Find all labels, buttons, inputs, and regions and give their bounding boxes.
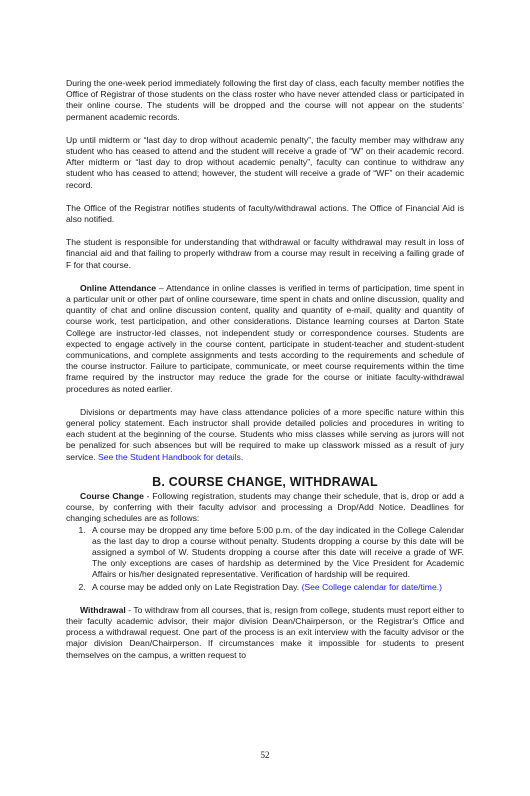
- list-item: 2. A course may be added only on Late Registration Day. (See College calendar for date/time.): [88, 582, 464, 593]
- deadline-list: [66, 525, 464, 593]
- paragraph-withdrawal: [66, 605, 464, 661]
- paragraph-divisions: Divisions or departments may have class attendance policies of a more specific nature within this general policy statement. Each instructor shall provide detailed policies and procedures in writing to each student at the beginning of the course. Students who miss classes while serving as jurors will not be penalized for such absences but will be required to make up classwork missed as a result of jury service. See the Student Handbook for details.: [66, 406, 464, 462]
- withdrawal-heading: Withdrawal: [80, 604, 126, 615]
- document-page: [66, 78, 464, 673]
- course-change-heading: Course Change: [80, 490, 144, 501]
- paragraph-course-change: [66, 491, 464, 525]
- paragraph-student-responsibility: The student is responsible for understanding that withdrawal or faculty withdrawal may result in loss of financial aid and that failing to properly withdraw from a course may result in receiving a failing grade of F for that course.: [66, 237, 464, 270]
- online-attendance-text: – Attendance in online classes is verified in terms of participation, time spent in a particular unit or other part of online courseware, time spent in chats and online discussion, quality and quantity of chat and online discussion content, quality and quantity of e-mail, quality and quantity of course work, test participation, and other considerations. Distance learning courses at Darton State College are instructor-led classes, not independent study or correspondence courses. Students are expected to engage actively in the course content, participate in student-teacher and student-student communications, and complete assignments and tests according to the requirements and schedule of the course instructor. Failure to participate, communicate, or meet course requirements within the time frame required by the instructor may reduce the grade for the course or initiate faculty-withdrawal procedures as noted earlier.: [66, 282, 464, 394]
- college-calendar-link[interactable]: (See College calendar for date/time.): [301, 581, 442, 592]
- paragraph-first-week: During the one-week period immediately following the first day of class, each faculty member notifies the Office of Registrar of those students on the class roster who have never attended class or participated in their online course. The students will be dropped and the course will not appear on the students’ permanent academic records.: [66, 78, 464, 122]
- paragraph-registrar-notice: The Office of the Registrar notifies students of faculty/withdrawal actions. The Office of Financial Aid is also notified.: [66, 202, 464, 225]
- section-title: B. COURSE CHANGE, WITHDRAWAL: [152, 474, 378, 489]
- list-item: 1. A course may be dropped any time before 5:00 p.m. of the day indicated in the College Calendar as the last day to drop a course without penalty. Students dropping a course by this date will be assigned a symbol of W. Students dropping a course after this date will receive a grade of WF. The only exceptions are cases of hardship as determined by the Vice President for Academic Affairs or his/her designated representative. Verification of hardship will be required.: [88, 525, 464, 581]
- paragraph-online-attendance: [66, 283, 464, 395]
- divisions-text: Divisions or departments may have class attendance policies of a more specific nature within this general policy statement. Each instructor shall provide detailed policies and procedures in writing to each student at the beginning of the course. Students who miss classes while serving as jurors will not be penalized for such absences but will be required to make up classwork missed as a result of jury service.: [66, 406, 464, 462]
- course-change-text: - Following registration, students may change their schedule, that is, drop or add a course, by conferring with their faculty advisor and processing a Drop/Add Notice. Deadlines for changing schedules are as follows:: [66, 490, 464, 524]
- withdrawal-text: - To withdraw from all courses, that is, resign from college, students must report either to their faculty academic advisor, their major division Dean/Chairperson, or the Registrar's Office and process a withdrawal request. One part of the process is an exit interview with the faculty advisor or the major division Dean/Chairperson. If circumstances make it impossible for students to present themselves on the campus, a written request to: [66, 604, 464, 660]
- online-attendance-heading: Online Attendance: [80, 282, 157, 293]
- paragraph-midterm: Up until midterm or “last day to drop without academic penalty”, the faculty member may withdraw any student who has ceased to attend and the student will receive a grade of “W” on their academic record. After midterm or “last day to drop without academic penalty”, faculty can continue to withdraw any student who has ceased to attend; however, the student will receive a grade of “WF” on their academic record.: [66, 134, 464, 190]
- student-handbook-link[interactable]: See the Student Handbook for details: [98, 451, 241, 462]
- page-number: 52: [260, 750, 270, 760]
